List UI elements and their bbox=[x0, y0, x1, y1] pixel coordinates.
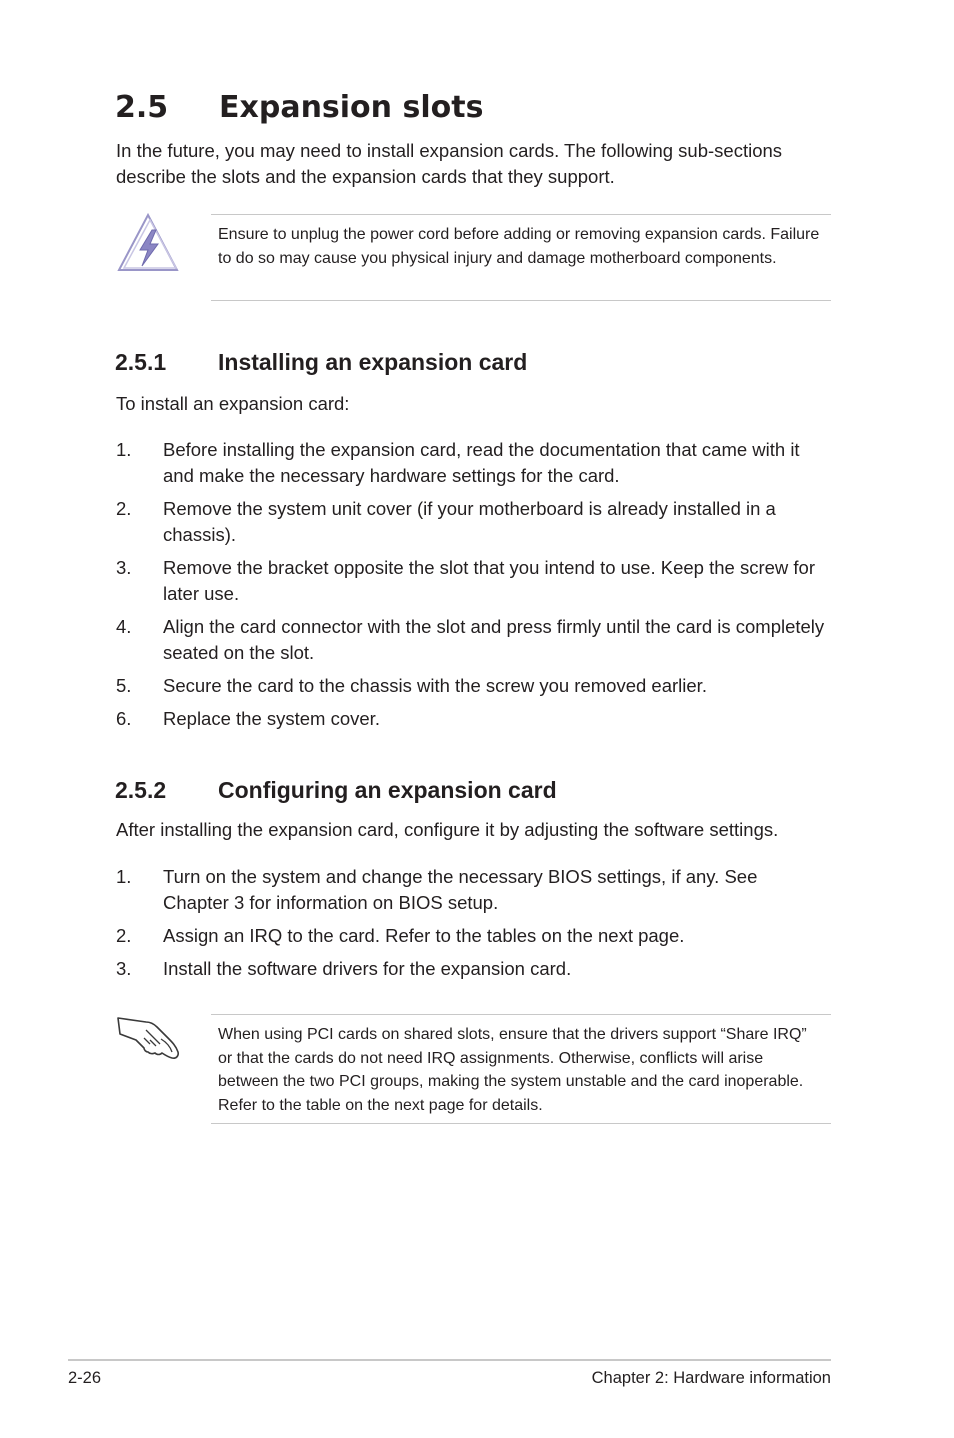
step-text: Remove the bracket opposite the slot that you intend to use. Keep the screw for later use. bbox=[163, 557, 815, 604]
step-number: 2. bbox=[116, 498, 132, 519]
configuring-lead: After installing the expansion card, configure it by adjusting the software settings. bbox=[116, 819, 779, 840]
list-item bbox=[116, 864, 828, 916]
step-text: Assign an IRQ to the card. Refer to the tables on the next page. bbox=[163, 925, 685, 946]
step-text: Replace the system cover. bbox=[163, 708, 380, 729]
subsection-heading-configuring bbox=[115, 775, 557, 805]
step-number: 2. bbox=[116, 925, 132, 946]
step-number: 6. bbox=[116, 708, 132, 729]
list-item bbox=[116, 923, 828, 949]
intro-paragraph: In the future, you may need to install expansion cards. The following sub-sections describe the slots and the expansion cards that they support. bbox=[116, 140, 783, 187]
footer-divider bbox=[68, 1359, 831, 1361]
subsection-number: 2.5.1 bbox=[115, 349, 167, 375]
warning-lightning-icon bbox=[116, 212, 180, 279]
note-text: When using PCI cards on shared slots, ensure that the drivers support “Share IRQ” or that the cards do not need IRQ assignments. Otherwise, conflicts will arise between the two PCI groups, making the system unstable and the card inoperable. Refer to the table on the next page for details. bbox=[218, 1026, 807, 1114]
step-number: 5. bbox=[116, 675, 132, 696]
step-text: Turn on the system and change the necessary BIOS settings, if any. See Chapter 3 for information on BIOS setup. bbox=[163, 866, 758, 913]
subsection-title: Configuring an expansion card bbox=[218, 777, 557, 803]
step-number: 1. bbox=[116, 866, 132, 887]
list-item bbox=[116, 614, 828, 666]
configuring-steps bbox=[116, 864, 828, 989]
step-number: 1. bbox=[116, 439, 132, 460]
subsection-heading-installing bbox=[115, 347, 527, 377]
step-text: Secure the card to the chassis with the screw you removed earlier. bbox=[163, 675, 707, 696]
step-number: 4. bbox=[116, 616, 132, 637]
warning-text: Ensure to unplug the power cord before adding or removing expansion cards. Failure to do so may cause you physical injury and damage motherboard components. bbox=[218, 226, 820, 267]
step-number: 3. bbox=[116, 557, 132, 578]
step-text: Remove the system unit cover (if your motherboard is already installed in a chassis). bbox=[163, 498, 776, 545]
step-text: Install the software drivers for the expansion card. bbox=[163, 958, 572, 979]
list-item bbox=[116, 673, 828, 699]
list-item bbox=[116, 555, 828, 607]
step-number: 3. bbox=[116, 958, 132, 979]
list-item bbox=[116, 496, 828, 548]
page-number: 2-26 bbox=[68, 1369, 102, 1387]
list-item bbox=[116, 706, 828, 732]
list-item bbox=[116, 956, 828, 982]
section-number: 2.5 bbox=[115, 90, 169, 125]
note-callout bbox=[211, 1014, 831, 1124]
subsection-number: 2.5.2 bbox=[115, 777, 167, 803]
chapter-label: Chapter 2: Hardware information bbox=[591, 1369, 831, 1387]
warning-callout bbox=[211, 214, 831, 301]
section-heading bbox=[115, 88, 483, 128]
step-text: Before installing the expansion card, read the documentation that came with it and make the necessary hardware settings for the card. bbox=[163, 439, 800, 486]
section-title: Expansion slots bbox=[219, 90, 484, 125]
list-item bbox=[116, 437, 828, 489]
installing-lead: To install an expansion card: bbox=[116, 393, 350, 414]
pointing-hand-icon bbox=[116, 1012, 182, 1067]
installing-steps bbox=[116, 437, 828, 739]
subsection-title: Installing an expansion card bbox=[218, 349, 528, 375]
step-text: Align the card connector with the slot and press firmly until the card is completely seated on the slot. bbox=[163, 616, 825, 663]
